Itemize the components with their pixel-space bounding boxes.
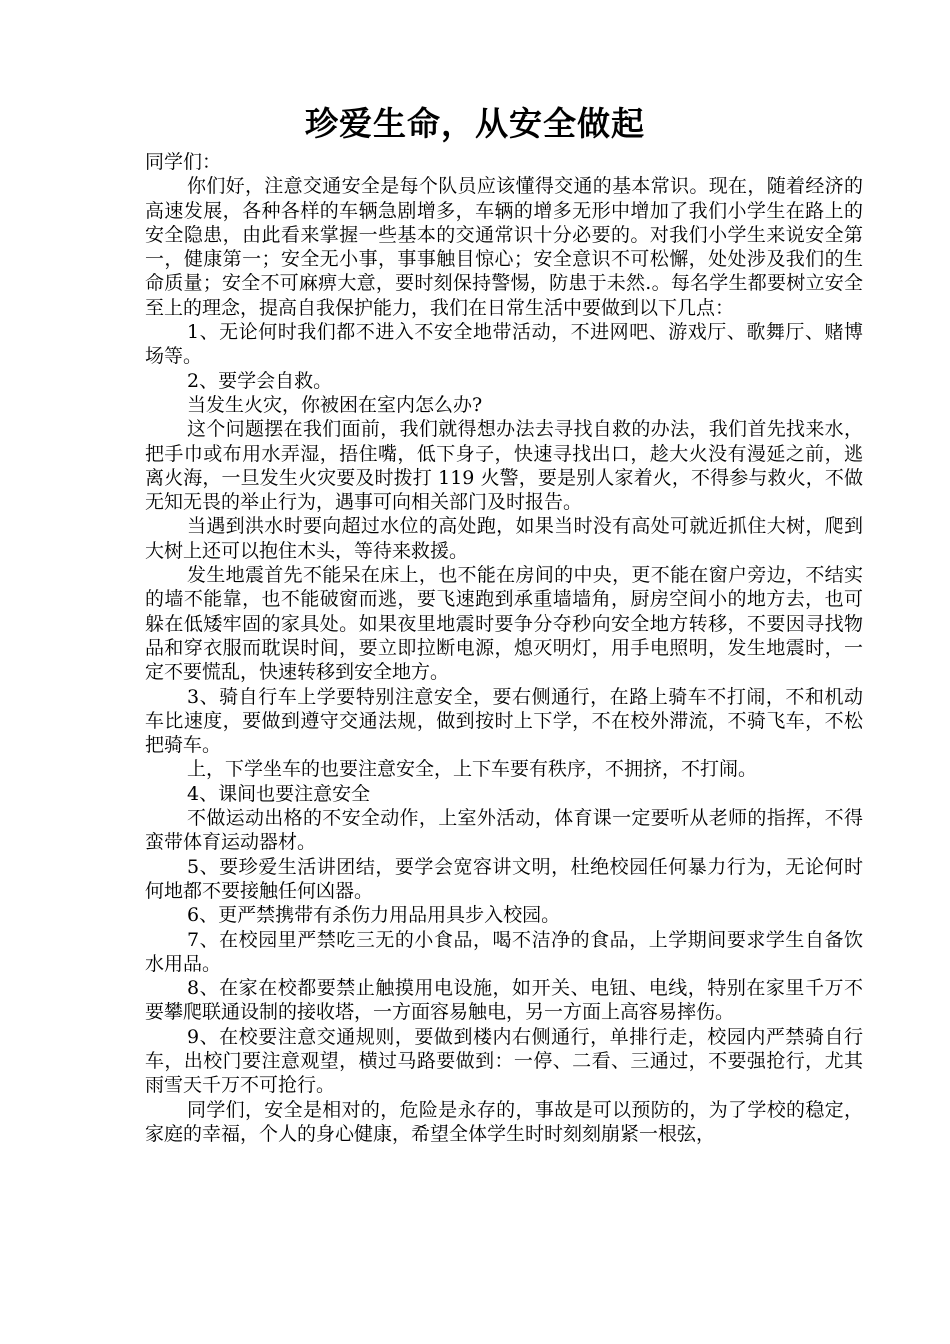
paragraph: 当发生火灾，你被困在室内怎么办? (187, 393, 483, 416)
paragraph: 上，下学坐车的也要注意安全，上下车要有秩序，不拥挤，不打闹。 (187, 758, 758, 781)
paragraph: 你们好，注意交通安全是每个队员应该懂得交通的基本常识。现在，随着经济的高速发展，各种各样的车辆急剧增多，车辆的增多无形中增加了我们小学生在路上的安全隐患，由此看来掌握一些基本的交通常识十分必要的。对我们小学生来说安全第一，健康第一；安全无小事，事事触目惊心；安全意识不可松懈，处处涉及我们的生命质量；安全不可麻痹大意，要时刻保持警惕，防患于未然.。每名学生都要树立安全至上的理念，提高自我保护能力，我们在日常生活中要做到以下几点： (145, 175, 863, 319)
paragraph: 4、课间也要注意安全 (187, 782, 371, 805)
paragraph: 当遇到洪水时要向超过水位的高处跑，如果当时没有高处可就近抓住大树，爬到大树上还可以抱住木头，等待来救援。 (145, 515, 863, 562)
paragraph: 6、更严禁携带有杀伤力用品用具步入校园。 (187, 904, 561, 927)
paragraph: 7、在校园里严禁吃三无的小食品，喝不洁净的食品，上学期间要求学生自备饮水用品。 (145, 928, 863, 975)
paragraph: 1、无论何时我们都不进入不安全地带活动，不进网吧、游戏厅、歌舞厅、赌博场等。 (145, 321, 863, 368)
paragraph: 同学们，安全是相对的，危险是永存的，事故是可以预防的，为了学校的稳定，家庭的幸福，个人的身心健康，希望全体学生时时刻刻崩紧一根弦， (145, 1098, 863, 1145)
paragraph: 这个问题摆在我们面前，我们就得想办法去寻找自救的办法，我们首先找来水，把手巾或布用水弄湿，捂住嘴，低下身子，快速寻找出口，趁大火没有漫延之前，逃离火海，一旦发生火灾要及时拨打 119 火警，要是别人家着火，不得参与救火，不做无知无畏的举止行为，遇事可向相关部门及时报告。 (145, 418, 863, 514)
document-body (145, 150, 863, 1146)
paragraph: 不做运动出格的不安全动作，上室外活动，体育课一定要听从老师的指挥，不得蛮带体育运动器材。 (145, 807, 863, 854)
paragraph: 8、在家在校都要禁止触摸用电设施，如开关、电钮、电线，特别在家里千万不要攀爬联通设制的接收塔，一方面容易触电，另一方面上高容易摔伤。 (145, 977, 863, 1024)
salutation: 同学们： (145, 151, 222, 173)
document-title: 珍爱生命，从安全做起 (305, 104, 645, 143)
paragraph: 5、要珍爱生活讲团结，要学会宽容讲文明，杜绝校园任何暴力行为，无论何时何地都不要接触任何凶器。 (145, 855, 863, 902)
paragraph: 9、在校要注意交通规则，要做到楼内右侧通行，单排行走，校园内严禁骑自行车，出校门要注意观望，横过马路要做到：一停、二看、三通过，不要强抢行，尤其雨雪天千万不可抢行。 (145, 1025, 863, 1097)
paragraph: 2、要学会自救。 (187, 369, 333, 392)
paragraph: 发生地震首先不能呆在床上，也不能在房间的中央，更不能在窗户旁边，不结实的墙不能靠，也不能破窗而逃，要飞速跑到承重墙墙角，厨房空间小的地方去，也可躲在低矮牢固的家具处。如果夜里地震时要争分夺秒向安全地方转移，不要因寻找物品和穿衣服而耽误时间，要立即拉断电源，熄灭明灯，用手电照明，发生地震时，一定不要慌乱，快速转移到安全地方。 (145, 564, 863, 684)
paragraph: 3、骑自行车上学要特别注意安全，要右侧通行，在路上骑车不打闹，不和机动车比速度，要做到遵守交通法规，做到按时上下学，不在校外滞流，不骑飞车，不松把骑车。 (145, 685, 863, 757)
